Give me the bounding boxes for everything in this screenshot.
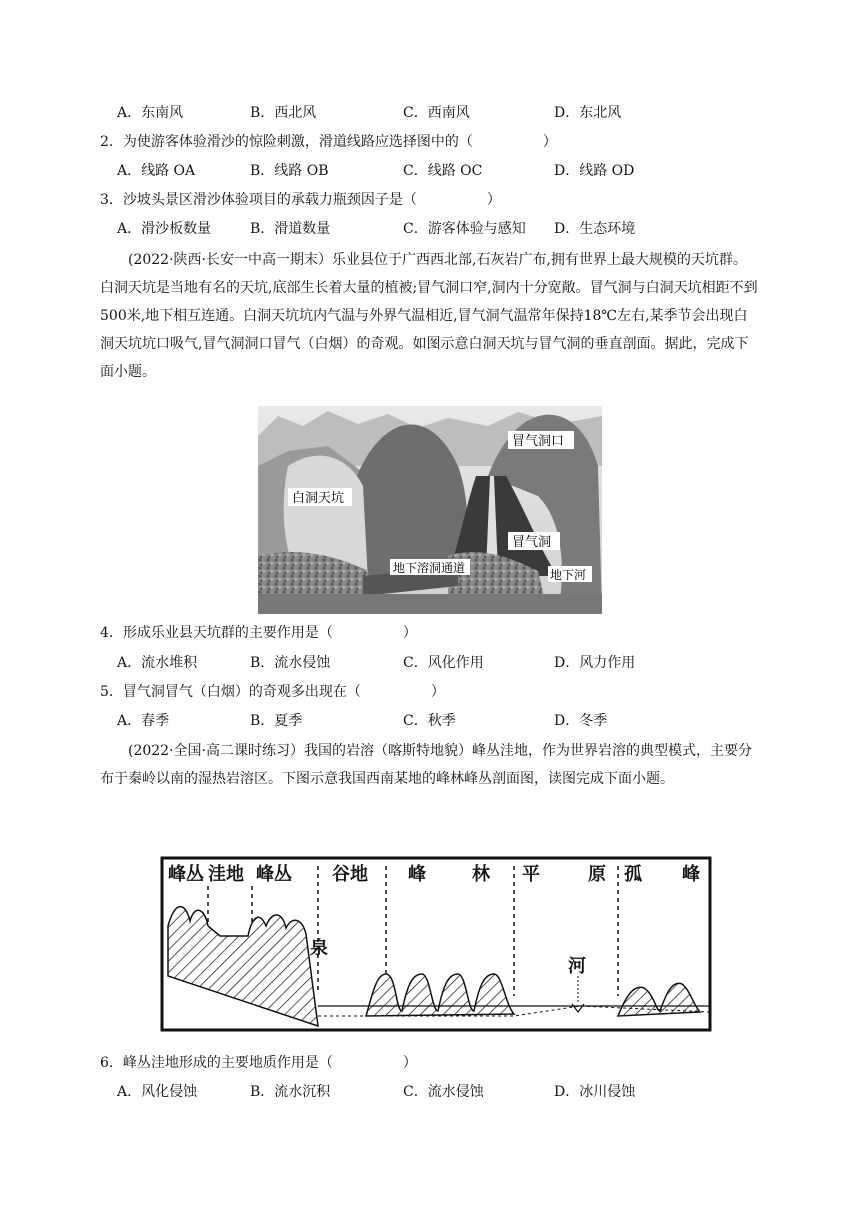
q2-option-d: D．线路 OD <box>554 163 635 179</box>
q1-option-b: B．西北风 <box>250 105 317 121</box>
q5-stem: 5．冒气洞冒气（白烟）的奇观多出现在（ ） <box>100 684 445 700</box>
q1-option-c: C．西南风 <box>403 105 470 121</box>
q4-option-b: B．流水侵蚀 <box>250 655 331 671</box>
figure1-ground <box>258 594 602 614</box>
q2-option-a: A．线路 OA <box>117 163 196 179</box>
figure2-label-spring: 泉 <box>310 938 328 959</box>
figure1-label-baidong: 白洞天坑 <box>292 491 345 506</box>
q3-option-c: C．游客体验与感知 <box>403 221 526 237</box>
q6-option-c: C．流水侵蚀 <box>403 1084 484 1100</box>
figure1-label-river: 地下河 <box>550 568 587 582</box>
q6-stem: 6．峰丛洼地形成的主要地质作用是（ ） <box>100 1055 417 1071</box>
q3-option-a: A．滑沙板数量 <box>117 221 212 237</box>
figure2-label-gudi: 谷地 <box>332 864 368 885</box>
q5-option-a: A．春季 <box>117 713 170 729</box>
figure2-label-gufeng-a: 孤 <box>624 864 642 885</box>
q5-option-c: C．秋季 <box>403 713 456 729</box>
figure2-label-fengcong-1: 峰丛 <box>168 864 204 885</box>
q6-option-a: A．风化侵蚀 <box>117 1084 198 1100</box>
q3-option-b: B．滑道数量 <box>250 221 331 237</box>
figure2-label-pingyuan-b: 原 <box>588 864 606 885</box>
q2-option-c: C．线路 OC <box>403 163 483 179</box>
q4-option-d: D．风力作用 <box>554 655 636 671</box>
figure2-label-fengcong-2: 峰丛 <box>256 864 292 885</box>
figure2-label-gufeng-b: 峰 <box>682 864 700 885</box>
figure2-label-fenglin-a: 峰 <box>408 864 426 885</box>
q3-stem: 3．沙坡头景区滑沙体验项目的承载力瓶颈因子是（ ） <box>100 192 501 208</box>
figure2-label-pingyuan-a: 平 <box>522 864 540 885</box>
figure1-label-maoqi-mouth: 冒气洞口 <box>512 434 565 449</box>
figure2-label-river: 河 <box>568 956 586 977</box>
passage-1-text: (2022·陕西·长安一中高一期末）乐业县位于广西西北部,石灰岩广布,拥有世界上最大规模的天坑群。白洞天坑是当地有名的天坑,底部生长着大量的植被;冒气洞口窄,洞内十分宽敞。冒气洞与白洞天坑相距不到500米,地下相互连通。白洞天坑坑内气温与外界气温相近,冒气洞气温常年保持18℃左右,某季节会出现白洞天坑坑口吸气,冒气洞洞口冒气（白烟）的奇观。如图示意白洞天坑与冒气洞的垂直剖面。据此，完成下面小题。 <box>100 252 758 380</box>
passage-2 <box>100 737 760 793</box>
figure1-label-channel: 地下溶洞通道 <box>393 561 466 575</box>
q4-stem: 4．形成乐业县天坑群的主要作用是（ ） <box>100 625 417 641</box>
tiankeng-cave-profile-figure <box>258 406 602 614</box>
q5-option-b: B．夏季 <box>250 713 303 729</box>
q4-option-c: C．风化作用 <box>403 655 484 671</box>
q6-option-b: B．流水沉积 <box>250 1084 331 1100</box>
figure1-label-maoqi-cave: 冒气洞 <box>512 535 552 550</box>
q5-option-d: D．冬季 <box>554 713 608 729</box>
q2-stem: 2．为使游客体验滑沙的惊险刺激，滑道线路应选择图中的（ ） <box>100 134 557 150</box>
q1-option-d: D．东北风 <box>554 105 622 121</box>
figure2-label-wadi: 洼地 <box>208 864 244 885</box>
passage-2-text: (2022·全国·高二课时练习）我国的岩溶（喀斯特地貌）峰丛洼地，作为世界岩溶的典型模式，主要分布于秦岭以南的湿热岩溶区。下图示意我国西南某地的峰林峰丛剖面图，读图完成下面小题。 <box>100 743 752 787</box>
passage-1 <box>100 246 760 386</box>
q4-option-a: A．流水堆积 <box>117 655 198 671</box>
q2-option-b: B．线路 OB <box>250 163 329 179</box>
q6-option-d: D．冰川侵蚀 <box>554 1084 636 1100</box>
q1-option-a: A．东南风 <box>117 105 184 121</box>
karst-profile-figure <box>160 856 712 1032</box>
figure2-label-fenglin-b: 林 <box>472 864 490 885</box>
q3-option-d: D．生态环境 <box>554 221 636 237</box>
